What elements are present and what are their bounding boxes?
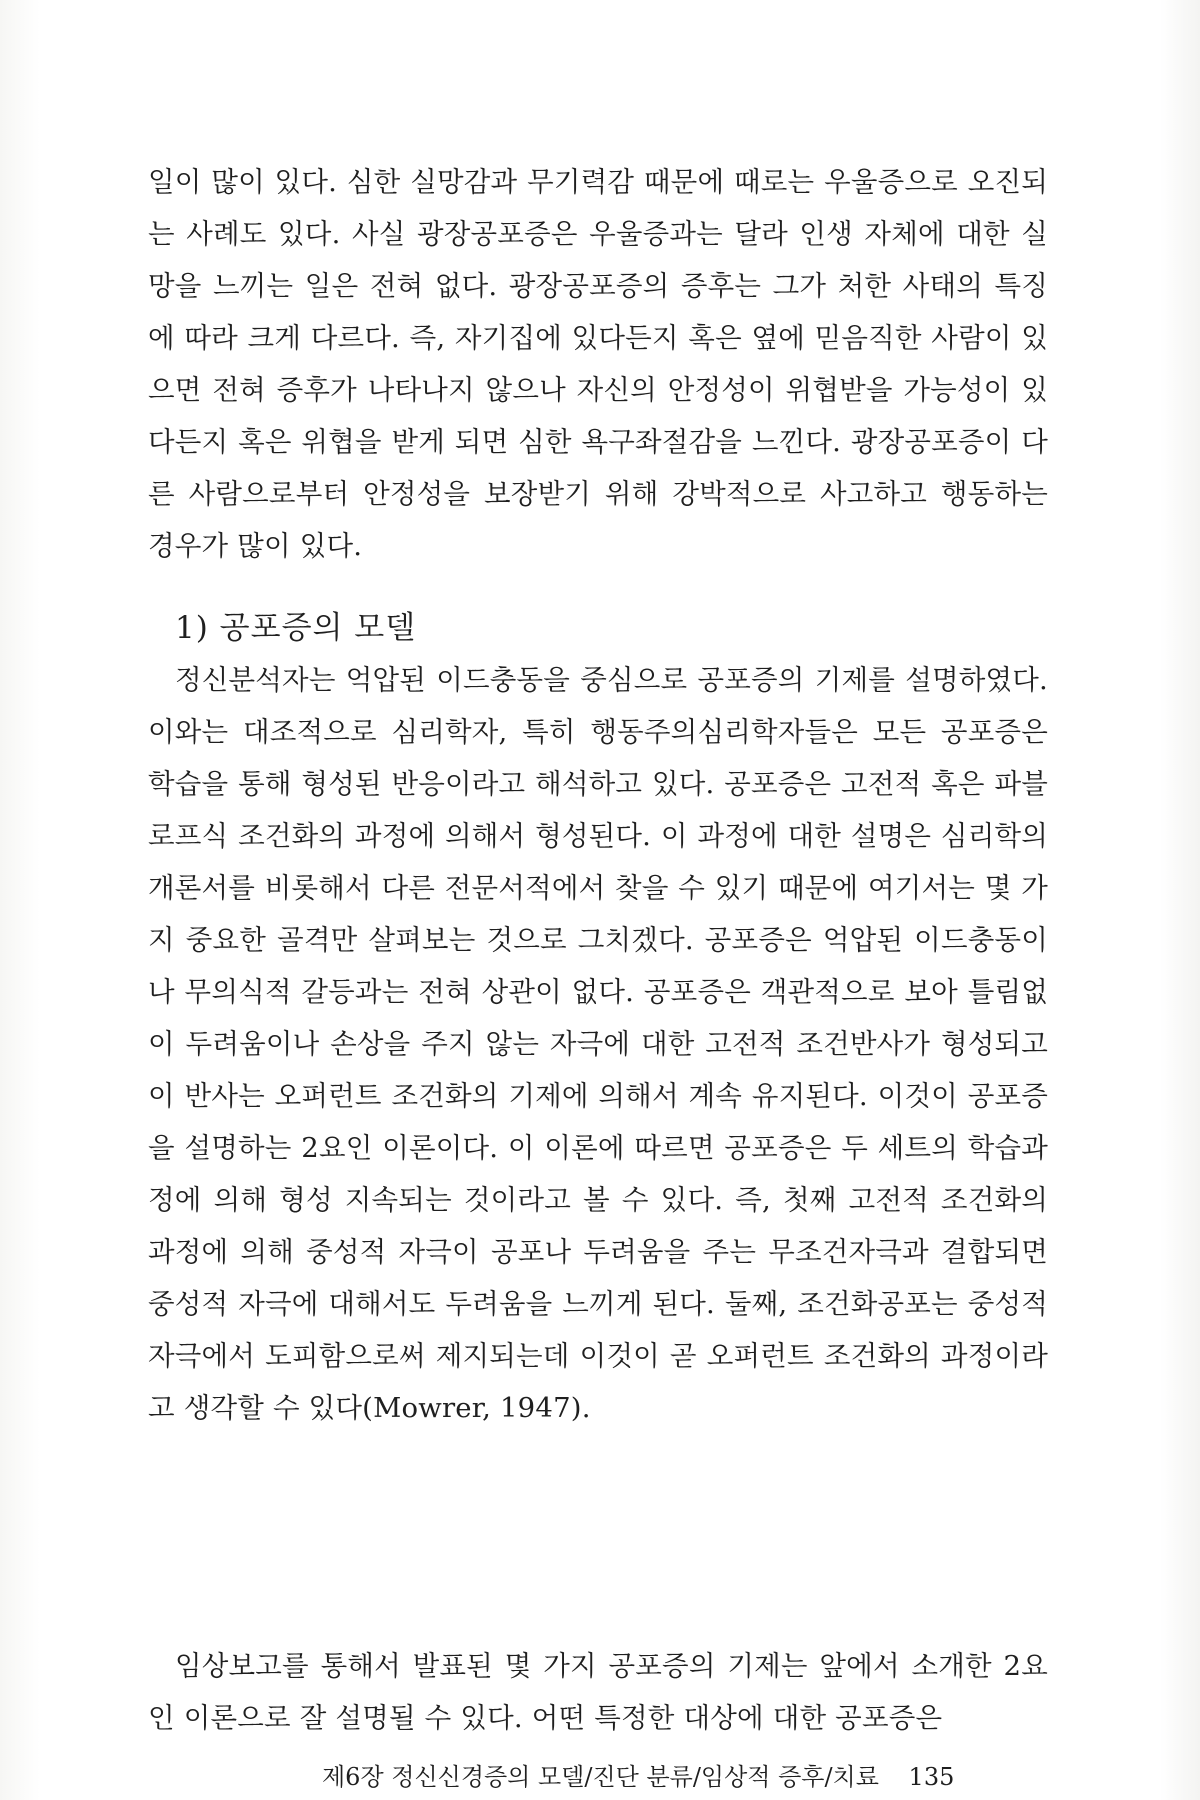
running-footer-chapter-title: 제6장 정신신경증의 모델/진단 분류/임상적 증후/치료 bbox=[322, 1763, 879, 1791]
section-heading-phobia-model: 1) 공포증의 모델 bbox=[175, 610, 417, 646]
body-paragraph-clinical-reports: 임상보고를 통해서 발표된 몇 가지 공포증의 기제는 앞에서 소개한 2요인 이론으로 잘 설명될 수 있다. 어떤 특정한 대상에 대한 공포증은 bbox=[148, 1650, 1048, 1734]
page-footer bbox=[322, 1760, 1012, 1794]
body-paragraph-phobia-model: 정신분석자는 억압된 이드충동을 중심으로 공포증의 기제를 설명하였다. 이와는 대조적으로 심리학자, 특히 행동주의심리학자들은 모든 공포증은 학습을 통해 형성된 반응이라고 해석하고 있다. 공포증은 고전적 혹은 파블로프식 조건화의 과정에 의해서 형성된다. 이 과정에 대한 설명은 심리학의 개론서를 비롯해서 다른 전문서적에서 찾을 수 있기 때문에 여기서는 몇 가지 중요한 골격만 살펴보는 것으로 그치겠다. 공포증은 억압된 이드충동이나 무의식적 갈등과는 전혀 상관이 없다. 공포증은 객관적으로 보아 틀림없이 두려움이나 손상을 주지 않는 자극에 대한 고전적 조건반사가 형성되고 이 반사는 오퍼런트 조건화의 기제에 의해서 계속 유지된다. 이것이 공포증을 설명하는 2요인 이론이다. 이 이론에 따르면 공포증은 두 세트의 학습과정에 의해 형성 지속되는 것이라고 볼 수 있다. 즉, 첫째 고전적 조건화의 과정에 의해 중성적 자극이 공포나 두려움을 주는 무조건자극과 결합되면 중성적 자극에 대해서도 두려움을 느끼게 된다. 둘째, 조건화공포는 중성적 자극에서 도피함으로써 제지되는데 이것이 곧 오퍼런트 조건화의 과정이라고 생각할 수 있다(Mowrer, 1947). bbox=[148, 664, 1048, 1424]
page-number: 135 bbox=[908, 1763, 955, 1791]
body-paragraph-agoraphobia: 일이 많이 있다. 심한 실망감과 무기력감 때문에 때로는 우울증으로 오진되는 사례도 있다. 사실 광장공포증은 우울증과는 달라 인생 자체에 대한 실망을 느끼는 일은 전혀 없다. 광장공포증의 증후는 그가 처한 사태의 특징에 따라 크게 다르다. 즉, 자기집에 있다든지 혹은 옆에 믿음직한 사람이 있으면 전혀 증후가 나타나지 않으나 자신의 안정성이 위협받을 가능성이 있다든지 혹은 위협을 받게 되면 심한 욕구좌절감을 느낀다. 광장공포증이 다른 사람으로부터 안정성을 보장받기 위해 강박적으로 사고하고 행동하는 경우가 많이 있다. bbox=[148, 166, 1048, 562]
